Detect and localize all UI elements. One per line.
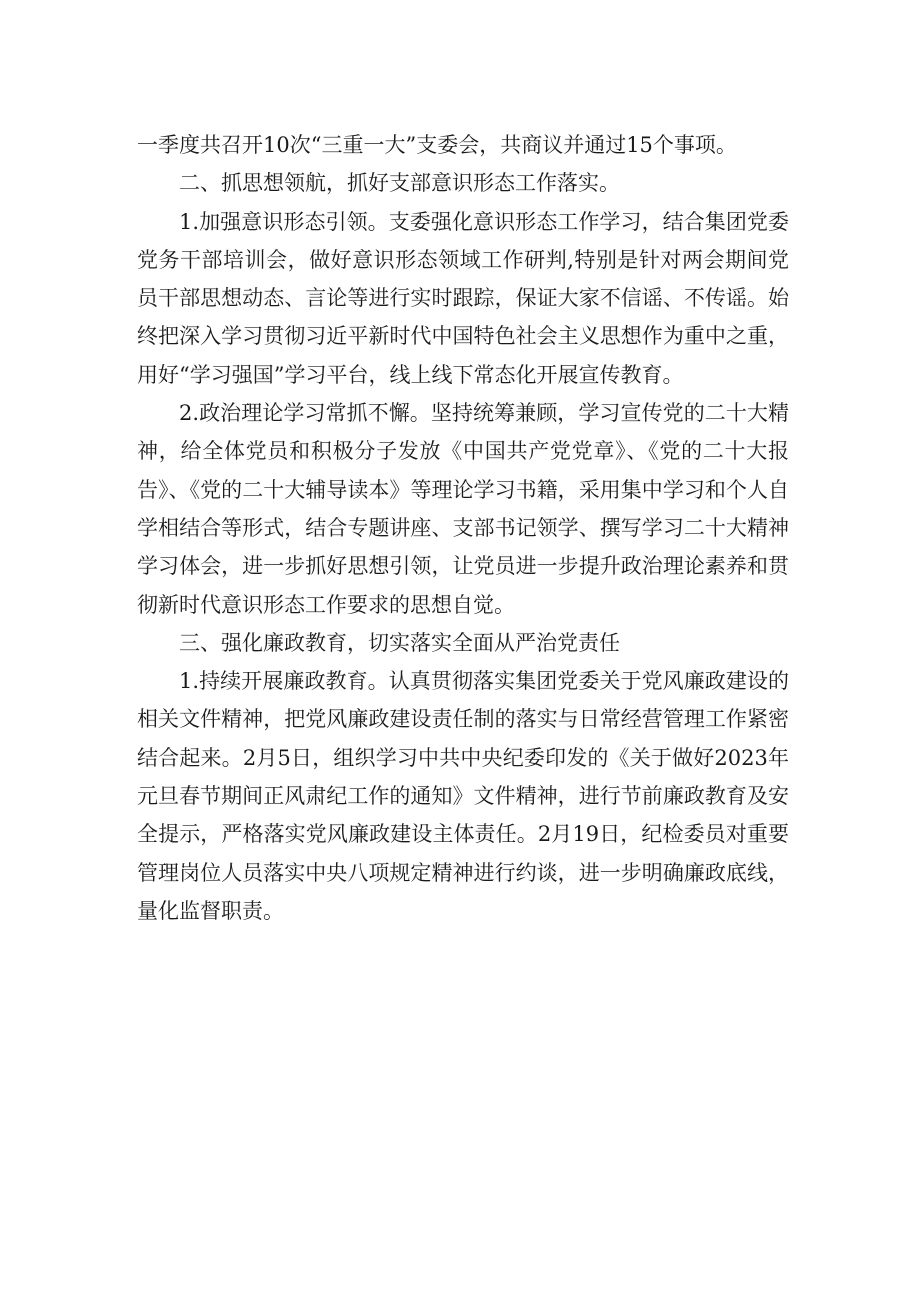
document-body bbox=[137, 126, 789, 930]
paragraph-ideology-guidance: 1.加强意识形态引领。支委强化意识形态工作学习，结合集团党委党务干部培训会，做好意识形态领域工作研判,特别是针对两会期间党员干部思想动态、言论等进行实时跟踪，保证大家不信谣、不传谣。始终把深入学习贯彻习近平新时代中国特色社会主义思想作为重中之重，用好“学习强国”学习平台，线上线下常态化开展宣传教育。 bbox=[137, 209, 789, 387]
paragraph-integrity-education: 1.持续开展廉政教育。认真贯彻落实集团党委关于党风廉政建设的相关文件精神，把党风廉政建设责任制的落实与日常经营管理工作紧密结合起来。2月5日，组织学习中共中央纪委印发的《关于做好2023年元旦春节期间正风肃纪工作的通知》文件精神，进行节前廉政教育及安全提示，严格落实党风廉政建设主体责任。2月19日，纪检委员对重要管理岗位人员落实中央八项规定精神进行约谈，进一步明确廉政底线，量化监督职责。 bbox=[137, 669, 789, 923]
paragraph-continuation: 一季度共召开10次“三重一大”支委会，共商议并通过15个事项。 bbox=[137, 133, 737, 157]
paragraph-political-theory-study: 2.政治理论学习常抓不懈。坚持统筹兼顾，学习宣传党的二十大精神，给全体党员和积极分子发放《中国共产党党章》、《党的二十大报告》、《党的二十大辅导读本》等理论学习书籍，采用集中学习和个人自学相结合等形式，结合专题讲座、支部书记领学、撰写学习二十大精神学习体会，进一步抓好思想引领，让党员进一步提升政治理论素养和贯彻新时代意识形态工作要求的思想自觉。 bbox=[137, 401, 789, 617]
section-heading-three: 三、强化廉政教育，切实落实全面从严治党责任 bbox=[179, 630, 620, 655]
section-heading-two: 二、抓思想领航，抓好支部意识形态工作落实。 bbox=[179, 171, 620, 196]
